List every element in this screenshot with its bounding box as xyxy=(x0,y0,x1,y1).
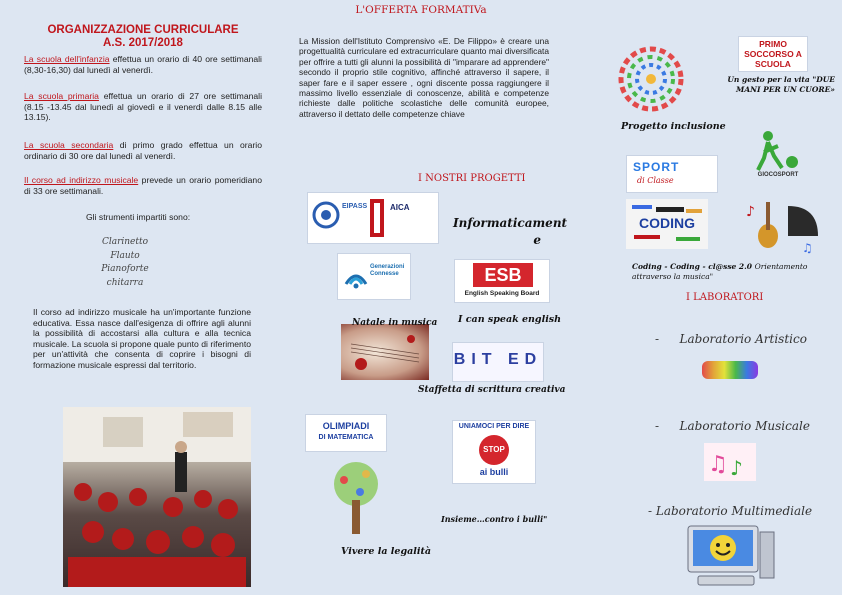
natale-photo xyxy=(341,324,429,380)
heading-line2: A.S. 2017/2018 xyxy=(103,37,183,49)
progetti-title: I NOSTRI PROGETTI xyxy=(418,173,526,184)
eipass-label: EIPASS xyxy=(342,203,368,210)
sport-subtitle: di Classe xyxy=(637,176,674,185)
strumento-item: chitarra xyxy=(106,277,144,288)
orientamento-caption-text: Orientamento attraverso la musica" xyxy=(632,262,808,281)
olimpiadi-line1: OLIMPIADI xyxy=(322,421,370,431)
lab-artistico-item xyxy=(655,330,835,348)
svg-text:♫: ♫ xyxy=(708,452,728,477)
music-instruments-image xyxy=(738,196,826,254)
organizzazione-heading xyxy=(24,24,262,50)
natale-illustration xyxy=(341,324,429,380)
staffetta-label: Staffetta di scrittura creativa xyxy=(418,385,566,395)
svg-text:♪: ♪ xyxy=(730,456,743,480)
strumenti-list xyxy=(80,236,170,290)
rainbow-icon xyxy=(702,361,758,379)
sport-label: SPORT xyxy=(633,160,680,174)
generazioni-label: Generazioni Connesse xyxy=(370,264,405,277)
corso-paragraph: Il corso ad indirizzo musicale ha un'importante funzione educativa. Essa nasce dall'esigenza di offrire agli alunni la possibilità di accostarsi alla cultura e alla tecnica musicale. La scuola si propone quale punto di riferimento per un'attività che consenta di coprire i bisogni di formazione musicale espressi dal territorio. xyxy=(33,307,251,370)
musicale-paragraph xyxy=(24,175,262,196)
svg-text:♪: ♪ xyxy=(746,204,755,220)
primo-soccorso-logo xyxy=(738,36,808,72)
primaria-text: effettua un orario di 27 ore settimanali (8.15 -13.45 dal lunedì al giovedì e il venerdì dalle 8.15 alle 13.15). xyxy=(24,91,262,123)
lab-bullet: - xyxy=(655,419,660,433)
people-circle-icon xyxy=(614,42,688,116)
esb-subtitle: English Speaking Board xyxy=(464,290,540,297)
orchestra-photo xyxy=(63,407,251,587)
generazioni-connesse-logo xyxy=(337,253,411,300)
olimpiadi-line2: DI MATEMATICA xyxy=(318,434,374,441)
inclusione-label: Progetto inclusione xyxy=(621,121,726,132)
sport-di-classe-logo xyxy=(626,155,718,193)
infanzia-link[interactable]: La scuola dell'infanzia xyxy=(24,54,110,64)
coding-word: CODING xyxy=(639,215,695,231)
computer-icon xyxy=(684,524,778,588)
primo-soccorso-label: PRIMO SOCCORSO A SCUOLA xyxy=(744,39,802,69)
bited-label: BIT ED xyxy=(453,351,543,368)
eipass-aica-logo xyxy=(307,192,439,244)
smiley-computer-graphic xyxy=(684,524,778,588)
page-title: L'OFFERTA FORMATIVa xyxy=(355,4,487,16)
athlete-icon xyxy=(752,126,804,174)
laboratori-title: I LABORATORI xyxy=(686,292,764,303)
music-notes-icon xyxy=(704,443,756,481)
bulli-line2: STOP xyxy=(483,445,505,454)
secondaria-paragraph xyxy=(24,140,262,161)
musicale-text: prevede un orario pomeridiano di 33 ore settimanali. xyxy=(24,175,262,196)
esb-logo xyxy=(454,259,550,303)
strumenti-title: Gli strumenti impartiti sono: xyxy=(86,212,191,222)
aica-label: AICA xyxy=(390,203,410,212)
tree-drawing xyxy=(328,460,384,538)
secondaria-text: di primo grado effettua un orario ordinario di 30 ore dal lunedì al venerdì. xyxy=(24,140,262,161)
bulli-line3: ai bulli xyxy=(479,467,509,477)
inclusione-image xyxy=(614,42,688,116)
bited-logo xyxy=(452,342,544,382)
legalita-label: Vivere la legalità xyxy=(341,546,432,557)
svg-text:♫: ♫ xyxy=(802,241,813,254)
coding-caption-text: Coding - Coding - cl@sse 2.0 xyxy=(632,262,752,271)
primaria-link[interactable]: La scuola primaria xyxy=(24,91,99,101)
lab-musicale-item xyxy=(655,417,835,435)
primaria-paragraph xyxy=(24,91,262,123)
bulli-line1: UNIAMOCI PER DIRE xyxy=(458,423,530,430)
infanzia-paragraph xyxy=(24,54,262,75)
un-gesto-label: Un gesto per la vita "DUE MANI PER UN CUORE» xyxy=(727,75,835,94)
strumento-item: Clarinetto xyxy=(101,237,149,247)
giocosport-label: GIOCOSPORT xyxy=(757,172,799,178)
notes-graphic xyxy=(704,443,756,481)
mission-paragraph: La Mission dell'Istituto Comprensivo «E. De Filippo» è creare una progettualità curriculare ed extracurriculare quanto mai diversificata per offrire a tutti gli alunni la possibilità di "imparare ad apprendere" secondo il proprio stile cognitivo, affinché attraverso il sapere, il saper fare e il saper essere , ogni discente possa raggiungere il massimo livello essenziale di conoscenze, abilità e competenze richieste dalle politiche scolastiche delle comunità europee, attraverso il dettato delle competenze chiave xyxy=(299,36,549,119)
instruments-icon xyxy=(738,196,826,254)
secondaria-link[interactable]: La scuola secondaria xyxy=(24,140,114,150)
insieme-label: Insieme…contro i bulli" xyxy=(441,514,548,524)
esb-label: ESB xyxy=(473,263,533,287)
eipass-logo-graphic xyxy=(308,193,438,243)
coding-wordcloud xyxy=(626,199,708,249)
strumento-item: Pianoforte xyxy=(101,264,149,274)
lab-multimediale-label: - Laboratorio Multimediale xyxy=(648,504,813,518)
lab-musicale-label: Laboratorio Musicale xyxy=(679,419,810,433)
stop-bulli-logo xyxy=(452,420,536,484)
olimpiadi-logo xyxy=(305,414,387,452)
lab-artistico-label: Laboratorio Artistico xyxy=(679,332,807,346)
infanzia-text: effettua un orario di 40 ore settimanali (8,30-16,30) dal lunedì al venerdì. xyxy=(24,54,262,75)
speak-label: I can speak english xyxy=(458,314,562,325)
tree-icon xyxy=(328,460,384,538)
orchestra-illustration xyxy=(63,407,251,587)
natale-label: Natale in musica xyxy=(352,318,438,328)
coding-caption xyxy=(632,262,842,282)
informatica-label: Informaticament e xyxy=(453,216,568,247)
lab-bullet: - xyxy=(655,332,660,346)
musicale-link[interactable]: Il corso ad indirizzo musicale xyxy=(24,175,139,185)
strumento-item: Flauto xyxy=(110,250,140,261)
giocosport-logo xyxy=(752,126,804,182)
heading-line1: ORGANIZZAZIONE CURRICULARE xyxy=(47,24,239,36)
